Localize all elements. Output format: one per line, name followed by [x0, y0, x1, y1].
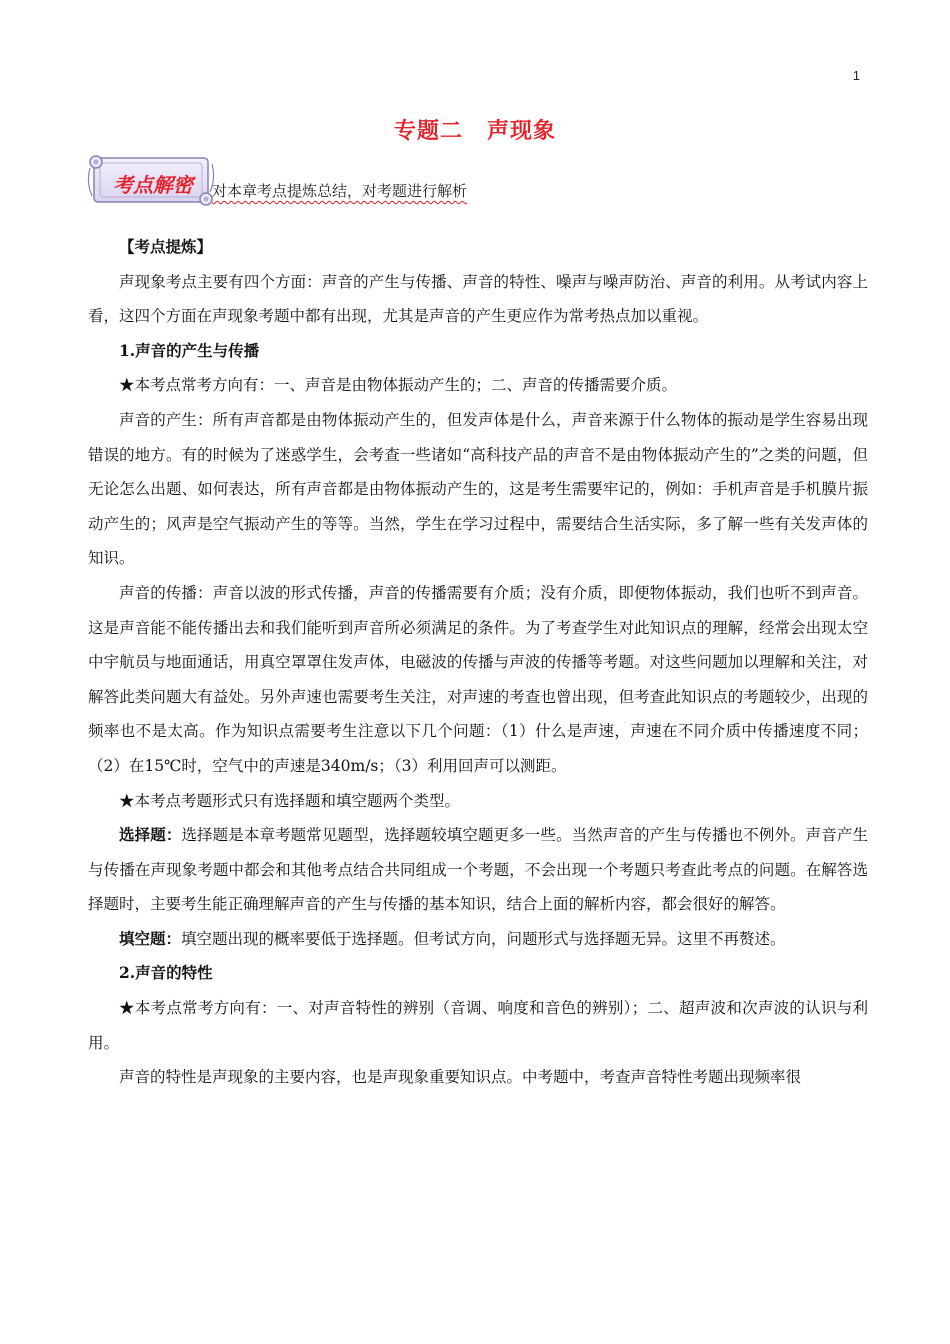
title-subject: 声现象 — [487, 119, 557, 144]
title-topic: 专题二 — [393, 119, 463, 144]
banner-subtitle: 对本章考点提炼总结，对考题进行解析 — [212, 182, 468, 200]
choice-label: 选择题： — [119, 825, 182, 845]
star-note-1: ★本考点常考方向有：一、声音是由物体振动产生的；二、声音的传播需要介质。 — [119, 376, 678, 395]
paragraph-fill-questions — [88, 922, 868, 957]
page-number: 1 — [852, 68, 860, 83]
heading-sound-production: 1.声音的产生与传播 — [119, 340, 260, 360]
scroll-banner — [86, 152, 216, 212]
page-title — [0, 114, 950, 145]
paragraph-sound-production: 声音的产生：所有声音都是由物体振动产生的，但发声体是什么，声音来源于什么物体的振动是学生容易出现错误的地方。有的时候为了迷惑学生，会考查一些诸如“高科技产品的声音不是由物体振动产生的”之类的问题，但无论怎么出题、如何表达，所有声音都是由物体振动产生的，这是考生需要牢记的，例如：手机声音是手机膜片振动产生的；风声是空气振动产生的等等。当然，学生在学习过程中，需要结合生活实际，多了解一些有关发声体的知识。 — [88, 410, 868, 568]
section-heading: 【考点提炼】 — [119, 237, 213, 256]
star-note-2: ★本考点常考方向有：一、对声音特性的辨别（音调、响度和音色的辨别）；二、超声波和次声波的认识与利用。 — [88, 999, 868, 1052]
choice-text: 选择题是本章考题常见题型，选择题较填空题更多一些。当然声音的产生与传播也不例外。声音产生与传播在声现象考题中都会和其他考点结合共同组成一个考题，不会出现一个考题只考查此考点的问题。在解答选择题时，主要考生能正确理解声音的产生与传播的基本知识，结合上面的解析内容，都会很好的解答。 — [88, 826, 868, 914]
intro-paragraph: 声现象考点主要有四个方面：声音的产生与传播、声音的特性、噪声与噪声防治、声音的利用。从考试内容上看，这四个方面在声现象考题中都有出现，尤其是声音的产生更应作为常考热点加以重视。 — [88, 272, 868, 326]
heading-sound-characteristics: 2.声音的特性 — [119, 963, 213, 983]
star-note-form: ★本考点考题形式只有选择题和填空题两个类型。 — [119, 791, 461, 810]
document-body — [88, 230, 868, 1095]
paragraph-sound-propagation: 声音的传播：声音以波的形式传播，声音的传播需要有介质；没有介质，即便物体振动，我们也听不到声音。这是声音能不能传播出去和我们能听到声音所必须满足的条件。为了考查学生对此知识点的理解，经常会出现太空中宇航员与地面通话，用真空罩罩住发声体，电磁波的传播与声波的传播等考题。对这些问题加以理解和关注，对解答此类问题大有益处。另外声速也需要考生关注，对声速的考查也曾出现，但考查此知识点的考题较少，出现的频率也不是太高。作为知识点需要考生注意以下几个问题：（1）什么是声速，声速在不同介质中传播速度不同；（2）在15℃时，空气中的声速是340m/s；（3）利用回声可以测距。 — [88, 583, 868, 775]
fill-label: 填空题： — [119, 928, 182, 948]
paragraph-sound-characteristics: 声音的特性是声现象的主要内容，也是声现象重要知识点。中考题中，考查声音特性考题出现频率很 — [119, 1068, 802, 1087]
paragraph-choice-questions — [88, 818, 868, 922]
fill-text: 填空题出现的概率要低于选择题。但考试方向，问题形式与选择题无异。这里不再赘述。 — [181, 929, 786, 948]
banner-label: 考点解密 — [113, 173, 193, 197]
